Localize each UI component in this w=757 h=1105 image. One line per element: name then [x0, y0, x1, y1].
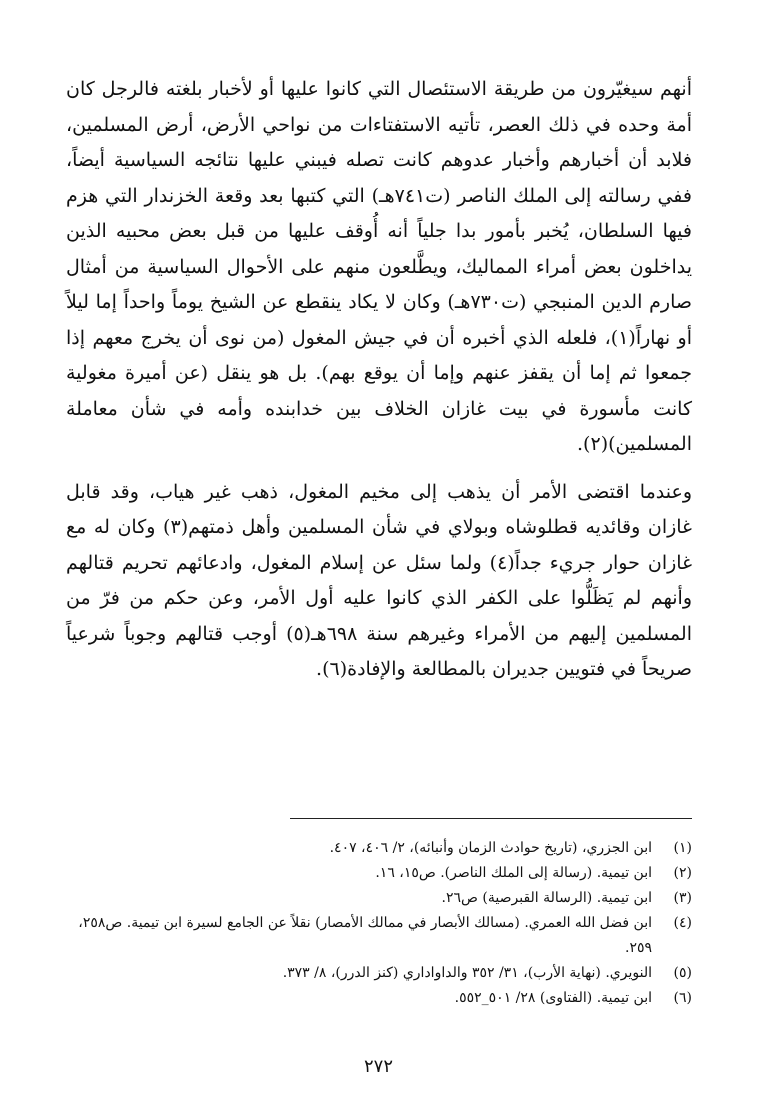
footnote-text: النويري. (نهاية الأرب)، ٣١/ ٣٥٢ والداواداري (كنز الدرر)، ٨/ ٣٧٣.	[282, 965, 652, 981]
footnotes	[66, 836, 692, 1011]
footnote-number: (٣)	[673, 890, 692, 906]
paragraph-1: أنهم سيغيّرون من طريقة الاستئصال التي كانوا عليها أو لأخبار بلغته فالرجل كان أمة وحده في ذلك العصر، تأتيه الاستفتاءات من نواحي الأرض، أرض المسلمين، فلابد أن أخبارهم وأخبار عدوهم كانت تصله فيبني عليها نتائجه السياسية أيضاً، ففي رسالته إلى الملك الناصر (ت٧٤١هـ) التي كتبها بعد وقعة الخزندار التي هزم فيها السلطان، يُخبر بأمور بدا جلياً أنه أُوقف عليها من قبل بعض محبيه الذين يداخلون بعض أمراء المماليك، ويطَّلعون منهم على الأحوال السياسية من أمثال صارم الدين المنبجي (ت٧٣٠هـ) وكان لا يكاد ينقطع عن الشيخ يوماً واحداً إما ليلاً أو نهاراً(١)، فلعله الذي أخبره أن في جيش المغول (من نوى أن يخرج معهم إذا جمعوا ثم إما أن يقفز عنهم وإما أن يوقع بهم). بل هو ينقل (عن أميرة مغولية كانت مأسورة في بيت غازان الخلاف بين خدابنده وأمه في شأن معاملة المسلمين)(٢).	[66, 78, 693, 455]
footnote-4	[66, 911, 692, 961]
footnote-6	[66, 986, 692, 1011]
footnote-text: ابن تيمية. (الفتاوى) ٢٨/ ٥٠١_٥٥٢.	[454, 990, 652, 1006]
page-number: ٢٧٢	[363, 1056, 393, 1077]
footnote-text: ابن تيمية. (رسالة إلى الملك الناصر). ص١٥، ١٦.	[375, 865, 652, 881]
footnote-number: (٥)	[673, 965, 692, 981]
footnote-number: (١)	[673, 840, 692, 856]
footnote-text: ابن فضل الله العمري. (مسالك الأبصار في ممالك الأمصار) نقلاً عن الجامع لسيرة ابن تيمية. ص٢٥٨، ٢٥٩.	[78, 915, 652, 956]
footnote-5	[66, 961, 692, 986]
footnote-text: ابن الجزري، (تاريخ حوادث الزمان وأنبائه)، ٢/ ٤٠٦، ٤٠٧.	[329, 840, 652, 856]
main-text	[66, 72, 692, 688]
footnote-number: (٢)	[673, 865, 692, 881]
footnote-1	[66, 836, 692, 861]
footnote-text: ابن تيمية. (الرسالة القبرصية) ص٢٦.	[441, 890, 652, 906]
footnote-number: (٤)	[673, 915, 692, 931]
footnote-3	[66, 886, 692, 911]
footnote-2	[66, 861, 692, 886]
footnote-separator	[290, 818, 692, 819]
paragraph-2: وعندما اقتضى الأمر أن يذهب إلى مخيم المغول، ذهب غير هياب، وقد قابل غازان وقائديه قطلوشاه وبولاي في شأن المسلمين وأهل ذمتهم(٣) وكان له مع غازان حوار جريء جداً(٤) ولما سئل عن إسلام المغول، وادعائهم تحريم قتالهم وأنهم لم يَظَلُّوا على الكفر الذي كانوا عليه أول الأمر، وعن حكم من فرّ من المسلمين إليهم من الأمراء وغيرهم سنة ٦٩٨هـ(٥) أوجب قتالهم وجوباً شرعياً صريحاً في فتويين جديران بالمطالعة والإفادة(٦).	[66, 480, 693, 680]
footnote-number: (٦)	[673, 990, 692, 1006]
